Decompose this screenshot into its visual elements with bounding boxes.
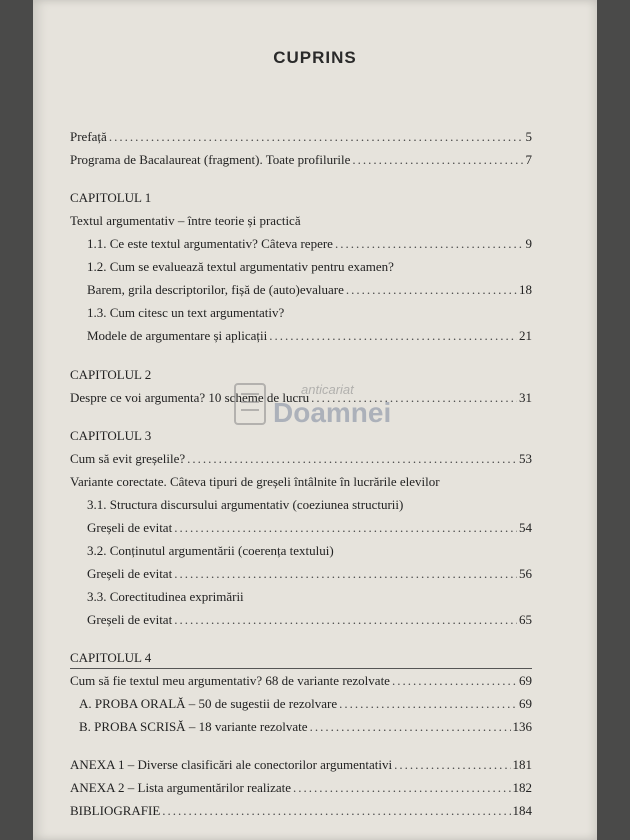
watermark-line2: Doamnei (273, 397, 392, 428)
toc-entry: Greșeli de evitat ..... 56 (87, 565, 532, 583)
toc-entry: 1.3. Cum citesc un text argumentativ? (87, 305, 285, 320)
toc-entry: B. PROBA SCRISĂ – 18 variante rezolvate ..... 136 (79, 718, 532, 736)
toc-entry: Prefață ..... 5 (70, 128, 532, 146)
toc-entry: ANEXA 1 – Diverse clasificări ale conectorilor argumentativi ..... 181 (70, 756, 532, 774)
toc-entry: Textul argumentativ – între teorie și practică (70, 213, 301, 228)
book-page (33, 0, 597, 840)
toc-entry: 3.3. Corectitudinea exprimării (87, 589, 244, 604)
separator-line (70, 668, 532, 669)
toc-entry: Modele de argumentare și aplicații ..... 21 (87, 327, 532, 345)
toc-entry: BIBLIOGRAFIE ..... 184 (70, 802, 532, 820)
page-title: CUPRINS (273, 48, 357, 67)
toc-entry: A. PROBA ORALĂ – 50 de sugestii de rezolvare ..... 69 (79, 695, 532, 713)
toc-entry: Cum să fie textul meu argumentativ? 68 de variante rezolvate ..... 69 (70, 672, 532, 690)
chapter-heading: CAPITOLUL 3 (70, 428, 152, 443)
toc-entry: 1.2. Cum se evaluează textul argumentativ pentru examen? (87, 259, 394, 274)
toc-entry: Cum să evit greșelile? ..... 53 (70, 450, 532, 468)
toc-entry: Despre ce voi argumenta? 10 scheme de lucru ..... 31 (70, 389, 532, 407)
chapter-heading: CAPITOLUL 1 (70, 190, 152, 205)
toc-entry: Greșeli de evitat ..... 65 (87, 611, 532, 629)
toc-entry: Variante corectate. Câteva tipuri de greșeli întâlnite în lucrările elevilor (70, 474, 440, 489)
toc-entry: Greșeli de evitat ..... 54 (87, 519, 532, 537)
toc-entry: Programa de Bacalaureat (fragment). Toate profilurile ..... 7 (70, 151, 532, 169)
toc-entry: ANEXA 2 – Lista argumentărilor realizate ..... 182 (70, 779, 532, 797)
watermark-line1: anticariat (301, 382, 354, 397)
chapter-heading: CAPITOLUL 4 (70, 650, 152, 665)
toc-entry: 1.1. Ce este textul argumentativ? Câteva repere ..... 9 (87, 235, 532, 253)
toc-entry: 3.1. Structura discursului argumentativ (coeziunea structurii) (87, 497, 404, 512)
toc-entry: 3.2. Conținutul argumentării (coerența textului) (87, 543, 334, 558)
toc-entry: Barem, grila descriptorilor, fișă de (auto)evaluare ..... 18 (87, 281, 532, 299)
chapter-heading: CAPITOLUL 2 (70, 367, 152, 382)
